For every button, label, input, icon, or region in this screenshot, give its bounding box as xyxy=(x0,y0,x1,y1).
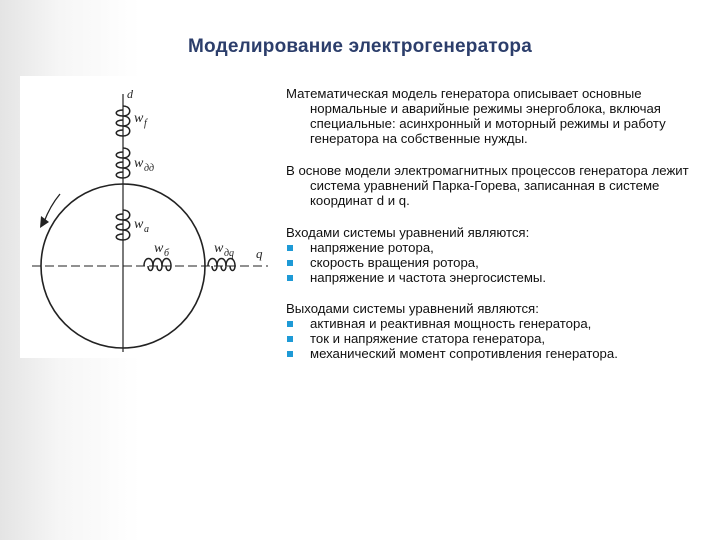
label-wdq-sub: дq xyxy=(224,248,235,259)
label-wdd: w xyxy=(134,156,144,171)
list-item xyxy=(286,346,706,361)
list-item xyxy=(286,316,706,331)
generator-schematic xyxy=(20,76,276,358)
label-wa: w xyxy=(134,217,144,232)
slide-title: Моделирование электрогенератора xyxy=(188,36,532,57)
bullet-square-icon xyxy=(287,245,293,251)
list-item xyxy=(286,255,706,270)
list-item-text: ток и напряжение статора генератора, xyxy=(310,331,546,346)
inputs-list xyxy=(286,240,706,285)
generator-diagram xyxy=(20,76,276,358)
list-item-text: напряжение и частота энергосистемы. xyxy=(310,270,547,285)
list-item-text: механический момент сопротивления генератора. xyxy=(310,346,618,361)
label-wdq: w xyxy=(214,241,224,256)
rotation-arrow-head xyxy=(40,216,49,228)
bullet-square-icon xyxy=(287,336,293,342)
outputs-heading: Выходами системы уравнений являются: xyxy=(286,301,539,316)
label-wdd-sub: дд xyxy=(144,163,155,174)
bullet-square-icon xyxy=(287,321,293,327)
list-item-text: напряжение ротора, xyxy=(310,240,434,255)
list-item xyxy=(286,331,706,346)
list-item-text: активная и реактивная мощность генератора, xyxy=(310,316,592,331)
bullet-square-icon xyxy=(287,260,293,266)
outputs-list xyxy=(286,316,706,361)
bullet-square-icon xyxy=(287,275,293,281)
label-wb-sub: б xyxy=(164,248,170,259)
content-block xyxy=(286,86,706,377)
list-item xyxy=(286,270,706,285)
list-item-text: скорость вращения ротора, xyxy=(310,255,479,270)
paragraph-model-description: Математическая модель генератора описывает основные нормальные и аварийные режимы энергоблока, включая специальные: асинхронный и моторный режимы и работу генератора на собственные нужды. xyxy=(286,86,666,146)
label-wb: w xyxy=(154,241,164,256)
coil-wdq xyxy=(208,259,235,271)
label-wf-sub: f xyxy=(144,118,147,129)
list-item xyxy=(286,240,706,255)
label-q: q xyxy=(256,246,263,261)
coil-wb xyxy=(144,259,171,271)
label-d: d xyxy=(127,87,133,101)
inputs-heading: Входами системы уравнений являются: xyxy=(286,225,530,240)
label-wf: w xyxy=(134,111,144,126)
label-wa-sub: a xyxy=(144,224,149,235)
bullet-square-icon xyxy=(287,351,293,357)
paragraph-equations: В основе модели электромагнитных процессов генератора лежит система уравнений Парка-Горева, записанная в системе координат d и q. xyxy=(286,163,689,208)
